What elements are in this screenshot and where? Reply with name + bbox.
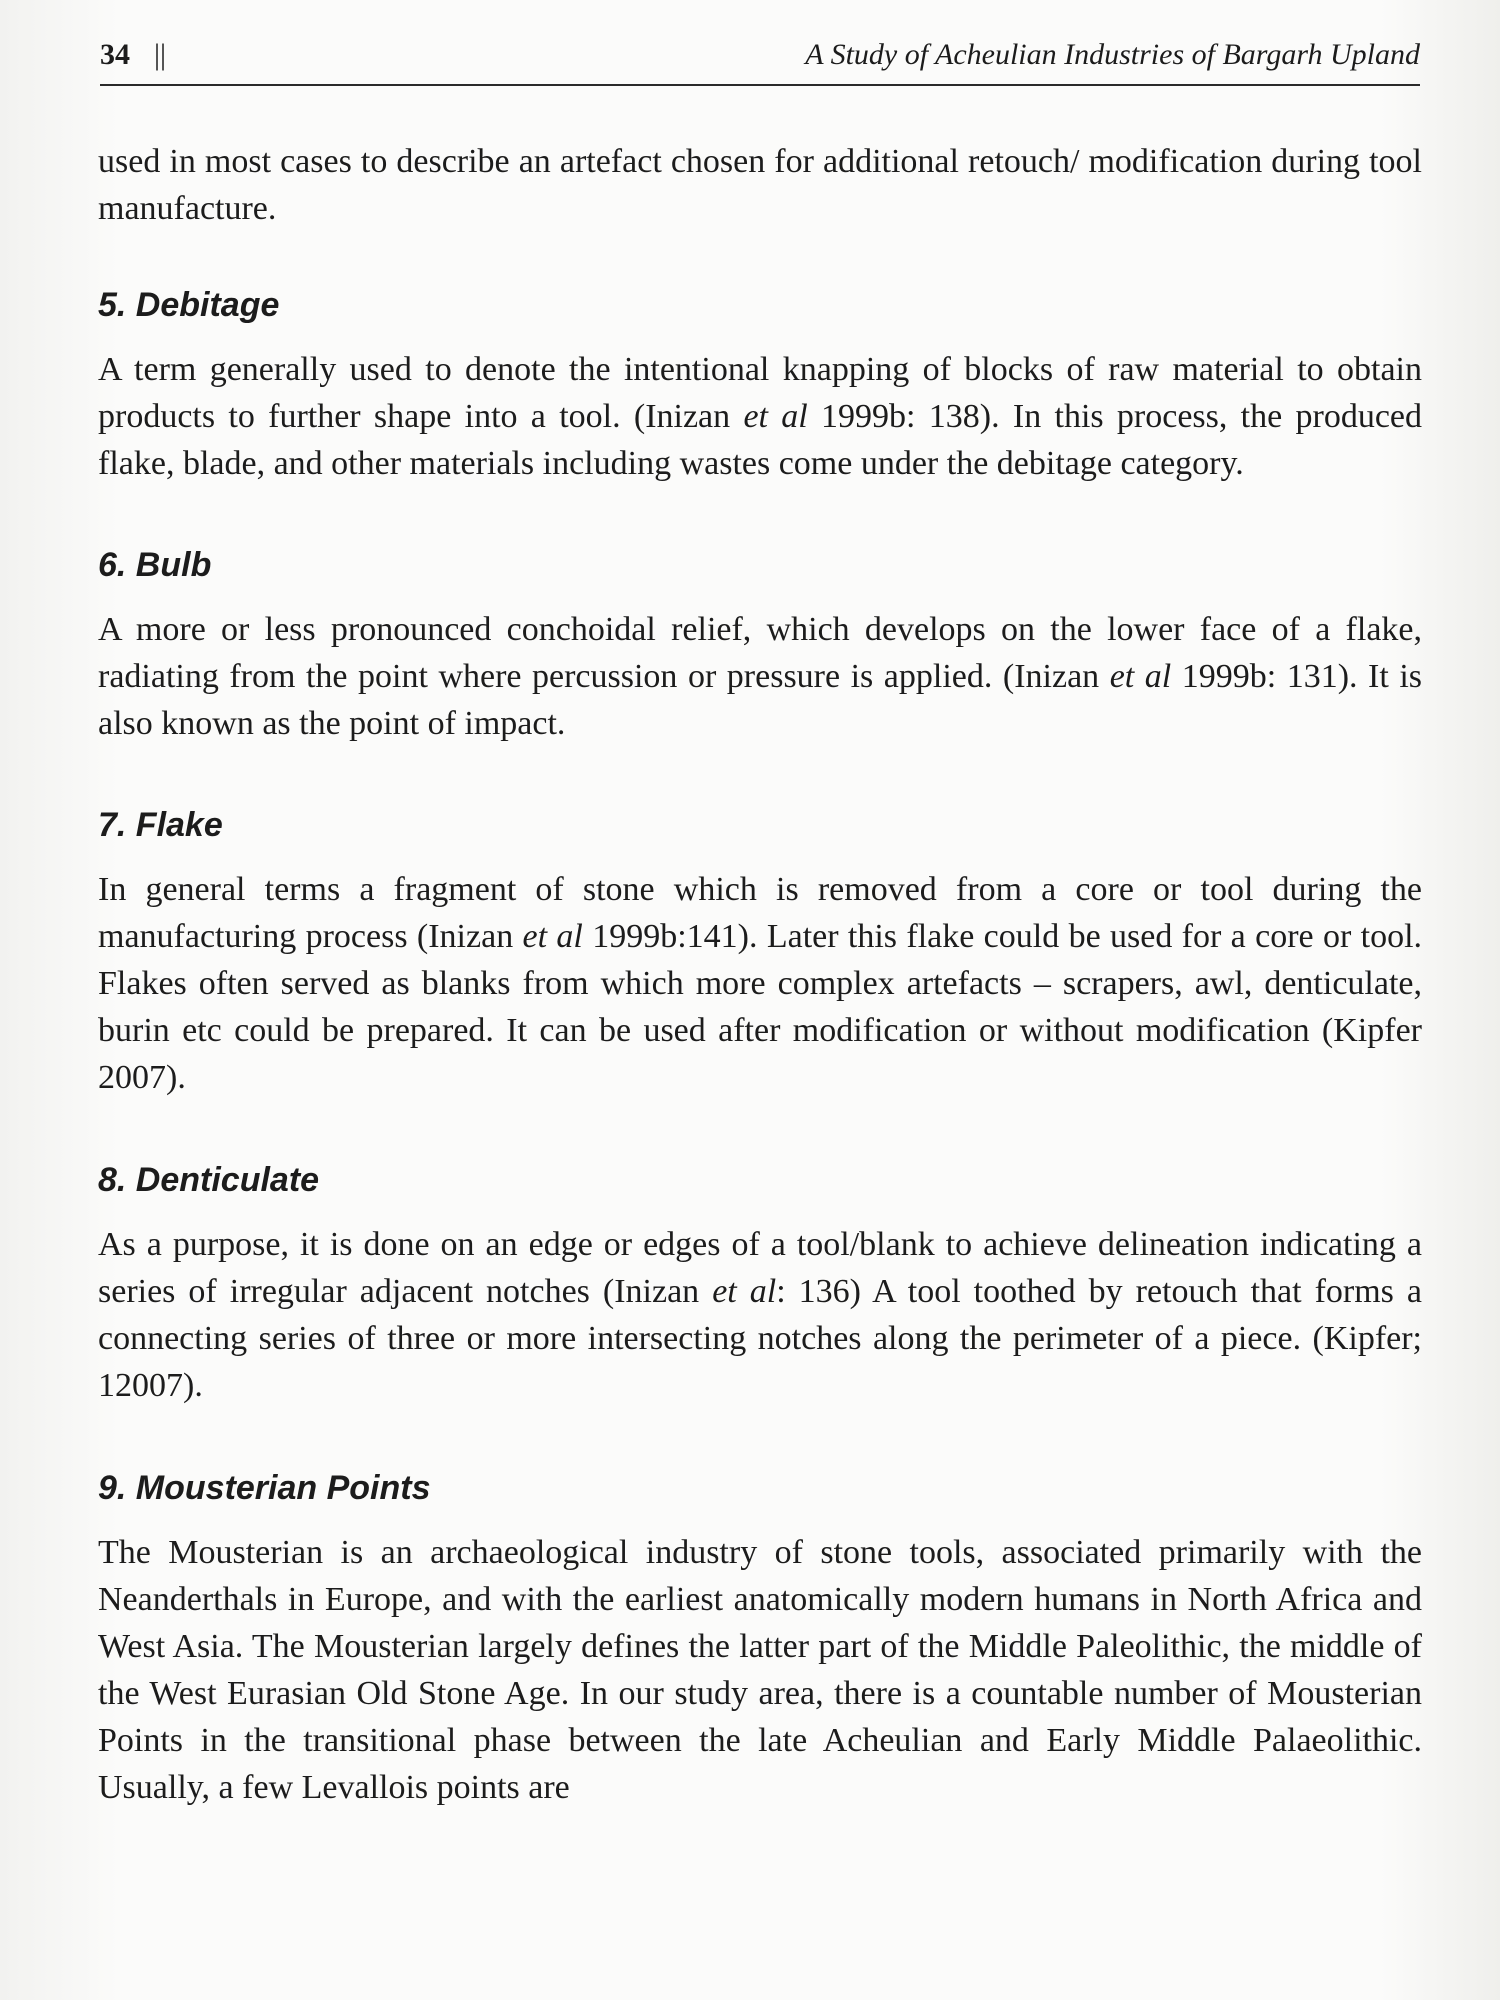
section-paragraph (98, 346, 1422, 487)
section-paragraph (98, 1529, 1422, 1811)
text-run: : 136) A tool toothed by retouch that forms a connecting series of three or more intersecting notches along the perimeter of a piece. (Kipfer; 12007). (98, 1273, 1423, 1404)
text-run: As a purpose, it is done on an edge or edges of a tool/blank to achieve delineation indicating a series of irregular adjacent notches (Inizan (98, 1226, 1422, 1310)
book-title: A Study of Acheulian Industries of Bargarh Upland (805, 38, 1420, 71)
section-paragraph (98, 1221, 1422, 1409)
text-run: In general terms a fragment of stone which is removed from a core or tool during the manufacturing process (Inizan (98, 871, 1422, 955)
section-debitage (98, 282, 1422, 487)
section-flake (98, 802, 1422, 1101)
text-run: A term generally used to denote the intentional knapping of blocks of raw material to obtain products to further shape into a tool. (Inizan (98, 351, 1422, 435)
text-run: 1999b:141). Later this flake could be used for a core or tool. Flakes often served as blanks from which more complex artefacts – scrapers, awl, denticulate, burin etc could be prepared. It can be used after modification or without modification (Kipfer 2007). (98, 918, 1423, 1096)
section-paragraph (98, 866, 1422, 1101)
text-run: 1999b: 131). It is also known as the point of impact. (98, 658, 1422, 742)
section-bulb (98, 542, 1422, 747)
section-heading: 5. Debitage (98, 286, 280, 324)
running-header (100, 34, 1420, 86)
italic-text-run: et al (1109, 658, 1172, 695)
header-separator: || (154, 38, 167, 71)
section-paragraph (98, 606, 1422, 747)
section-mousterian-points (98, 1465, 1422, 1811)
section-denticulate (98, 1157, 1422, 1409)
italic-text-run: et al (712, 1273, 777, 1310)
section-heading: 9. Mousterian Points (98, 1469, 431, 1507)
text-run: A more or less pronounced conchoidal relief, which develops on the lower face of a flake, radiating from the point where percussion or pressure is applied. (Inizan (98, 611, 1422, 695)
italic-text-run: et al (743, 398, 808, 435)
intro-paragraph: used in most cases to describe an artefact chosen for additional retouch/ modification during tool manufacture. (98, 143, 1422, 227)
section-heading: 8. Denticulate (98, 1161, 320, 1199)
section-heading: 6. Bulb (98, 546, 212, 584)
text-run: The Mousterian is an archaeological industry of stone tools, associated primarily with the Neanderthals in Europe, and with the earliest anatomically modern humans in North Africa and West Asia. The Mousterian largely defines the latter part of the Middle Paleolithic, the middle of the West Eurasian Old Stone Age. In our study area, there is a countable number of Mousterian Points in the transitional phase between the late Acheulian and Early Middle Palaeolithic. Usually, a few Levallois points are (98, 1534, 1422, 1806)
italic-text-run: et al (522, 918, 583, 955)
section-heading: 7. Flake (98, 806, 223, 844)
page-content (98, 138, 1422, 1811)
page-number: 34 (100, 38, 130, 71)
text-run: 1999b: 138). In this process, the produced flake, blade, and other materials including wastes come under the debitage category. (98, 398, 1423, 482)
